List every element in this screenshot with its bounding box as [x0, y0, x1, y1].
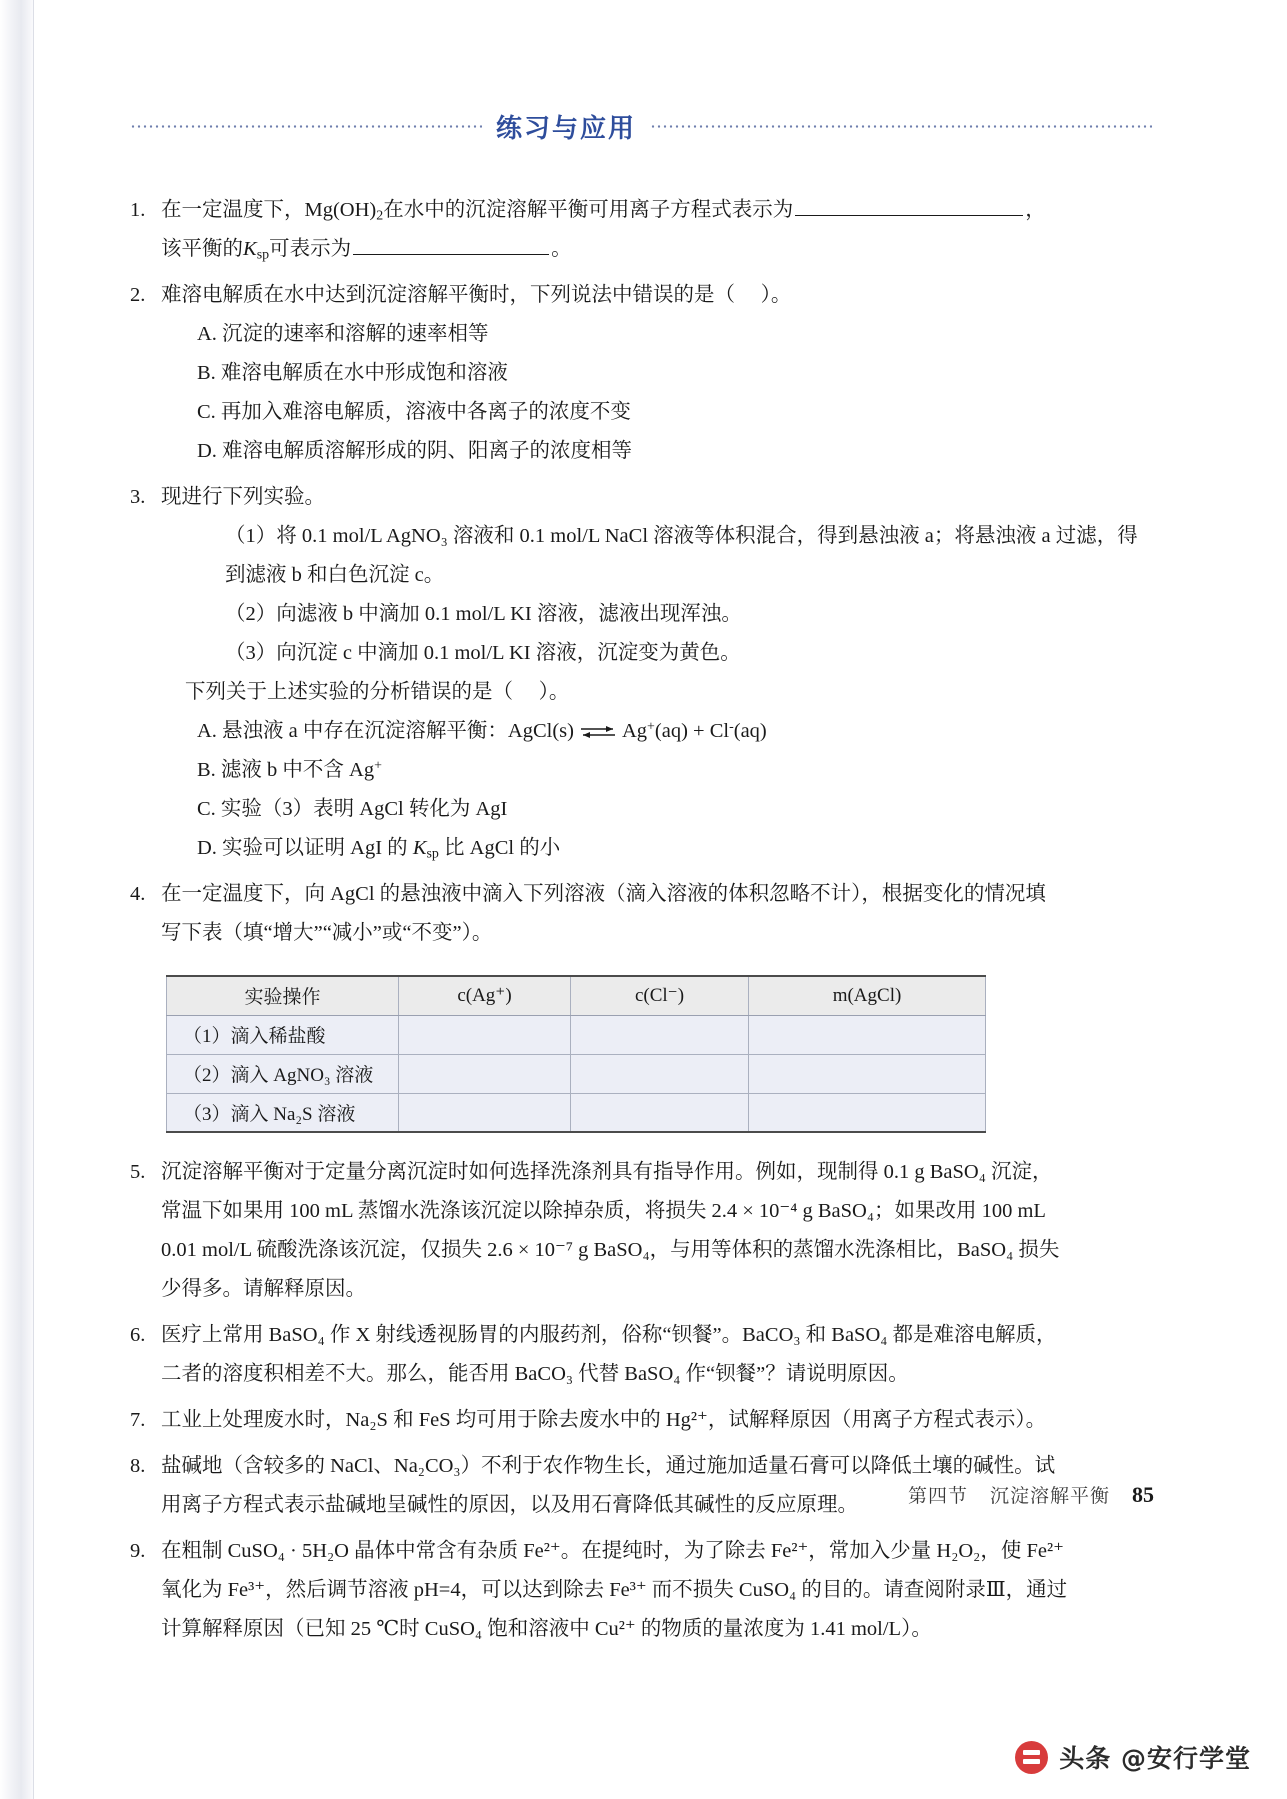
q1-line2-text-b: 可表示为	[269, 238, 352, 260]
q1-formula-base: Mg(OH)	[304, 199, 377, 221]
question-2	[130, 276, 1152, 471]
table-cell-r1c2[interactable]	[399, 1015, 571, 1054]
table-cell-r2c2[interactable]	[399, 1054, 571, 1093]
table-row	[167, 1093, 986, 1132]
q3-optD-symbol-k: K	[412, 837, 427, 859]
question-3-stem: 现进行下列实验。	[161, 486, 325, 508]
q3-optB-text: B. 滤液 b 中不含 Ag	[197, 759, 375, 781]
question-9-line-1: 在粗制 CuSO₄ · 5H₂O 晶体中常含有杂质 Fe²⁺。在提纯时，为了除去 Fe²⁺，常加入少量 H₂O₂，使 Fe²⁺	[161, 1540, 1064, 1562]
q1-text-b: 在水中的沉淀溶解平衡可用离子方程式表示为	[383, 199, 794, 221]
question-3-step-3: （3）向沉淀 c 中滴加 0.1 mol/L KI 溶液，沉淀变为黄色。	[225, 642, 741, 664]
question-1	[130, 191, 1152, 269]
table-row	[167, 1054, 986, 1093]
table-header-c-ag: c(Ag⁺)	[399, 976, 571, 1015]
question-7-number: 7.	[130, 1409, 146, 1431]
table-cell-r3c3[interactable]	[571, 1093, 749, 1132]
question-1-line-1	[161, 191, 1152, 230]
question-3-ask	[161, 673, 1152, 712]
question-6	[130, 1316, 1152, 1394]
question-3-option-a[interactable]	[161, 712, 1152, 751]
toutiao-logo-icon	[1015, 1741, 1048, 1774]
q3-optB-charge: +	[374, 758, 382, 774]
question-3	[130, 478, 1152, 868]
table-cell-r3c2[interactable]	[399, 1093, 571, 1132]
question-3-step-1-line-1: （1）将 0.1 mol/L AgNO₃ 溶液和 0.1 mol/L NaCl 溶液等体积混合，得到悬浊液 a；将悬浊液 a 过滤，得	[225, 525, 1138, 547]
table-row	[167, 1015, 986, 1054]
table-cell-operation-1: （1）滴入稀盐酸	[167, 1015, 399, 1054]
question-5-number: 5.	[130, 1161, 146, 1183]
q3-optA-text-pre: A. 悬浊液 a 中存在沉淀溶解平衡：AgCl(s)	[197, 720, 574, 742]
question-9-line-3: 计算解释原因（已知 25 ℃时 CuSO₄ 饱和溶液中 Cu²⁺ 的物质的量浓度为 1.41 mol/L）。	[161, 1618, 932, 1640]
q1-answer-blank-2[interactable]	[353, 232, 549, 255]
question-4-line-2: 写下表（填“增大”“减小”或“不变”）。	[161, 922, 493, 944]
q1-symbol-k-subscript: sp	[256, 247, 270, 263]
question-1-line-2	[161, 230, 1152, 269]
footer-section-label: 第四节	[907, 1486, 968, 1507]
equilibrium-arrow-icon	[579, 722, 617, 743]
question-4	[130, 875, 1152, 953]
page-footer	[0, 1481, 1287, 1508]
q1-formula-subscript: 2	[376, 208, 384, 224]
question-2-option-c[interactable]: C. 再加入难溶电解质，溶液中各离子的浓度不变	[197, 401, 631, 423]
question-6-line-2: 二者的溶度积相差不大。那么，能否用 BaCO₃ 代替 BaSO₄ 作“钡餐”？请说明原因。	[161, 1363, 909, 1385]
question-9-number: 9.	[130, 1540, 146, 1562]
question-4-number: 4.	[130, 883, 146, 905]
q2-answer-slot[interactable]	[735, 284, 761, 306]
question-5-body	[161, 1153, 1152, 1309]
q3-optA-ag: Ag	[621, 720, 648, 742]
q3-answer-slot[interactable]	[513, 681, 539, 703]
footer-page-number: 85	[1132, 1482, 1154, 1507]
question-5-line-3: 0.01 mol/L 硫酸洗涤该沉淀，仅损失 2.6 × 10⁻⁷ g BaSO₄，与用等体积的蒸馏水洗涤相比，BaSO₄ 损失	[161, 1239, 1060, 1261]
question-3-body	[161, 478, 1152, 868]
question-3-step-1-line-2: 到滤液 b 和白色沉淀 c。	[225, 564, 445, 586]
q3-optD-text-pre: D. 实验可以证明 AgI 的	[197, 837, 413, 859]
table-cell-r2c3[interactable]	[571, 1054, 749, 1093]
q2-stem-text-b: ）。	[760, 284, 792, 306]
question-1-body	[161, 191, 1152, 269]
question-7	[130, 1401, 1152, 1440]
question-4-body	[161, 875, 1152, 953]
dotted-rule-left	[130, 124, 482, 129]
q3-optA-cl: (aq) + Cl	[654, 720, 730, 742]
table-header-row	[167, 976, 986, 1015]
table-cell-operation-3: （3）滴入 Na₂S 溶液	[167, 1093, 399, 1132]
question-3-option-d[interactable]	[161, 829, 1152, 868]
question-8-line-1: 盐碱地（含较多的 NaCl、Na₂CO₃）不利于农作物生长，通过施加适量石膏可以降低土壤的碱性。试	[161, 1455, 1056, 1477]
question-6-number: 6.	[130, 1324, 146, 1346]
section-header	[130, 108, 1152, 145]
question-3-option-c[interactable]: C. 实验（3）表明 AgCl 转化为 AgI	[197, 798, 508, 820]
q3-optA-cl-charge: -	[729, 719, 734, 735]
page-content	[130, 108, 1152, 1656]
question-8-number: 8.	[130, 1455, 146, 1477]
question-6-body	[161, 1316, 1152, 1394]
question-9-line-2: 氧化为 Fe³⁺，然后调节溶液 pH=4，可以达到除去 Fe³⁺ 而不损失 CuSO₄ 的目的。请查阅附录Ⅲ，通过	[161, 1579, 1068, 1601]
q1-symbol-k: K	[243, 238, 257, 260]
q1-line2-text-a: 该平衡的	[161, 238, 243, 260]
table-header	[167, 976, 986, 1015]
question-3-number: 3.	[130, 486, 146, 508]
question-8-line-2: 用离子方程式表示盐碱地呈碱性的原因，以及用石膏降低其碱性的反应原理。	[161, 1494, 858, 1516]
question-2-option-b[interactable]: B. 难溶电解质在水中形成饱和溶液	[197, 362, 508, 384]
table-cell-r3c4[interactable]	[749, 1093, 986, 1132]
q2-stem-text-a: 难溶电解质在水中达到沉淀溶解平衡时，下列说法中错误的是（	[161, 284, 735, 306]
q3-optD-text-post: 比 AgCl 的小	[438, 837, 561, 859]
section-title: 练习与应用	[496, 114, 637, 144]
q3-optA-aq: (aq)	[733, 720, 767, 742]
question-4-table	[166, 975, 986, 1133]
page-left-edge-shadow	[0, 0, 34, 1799]
question-5	[130, 1153, 1152, 1309]
q1-formula-mgoh2	[304, 199, 384, 224]
table-cell-r2c4[interactable]	[749, 1054, 986, 1093]
q1-text-a: 在一定温度下，	[161, 199, 305, 221]
table-cell-r1c4[interactable]	[749, 1015, 986, 1054]
q3-optD-symbol-k-subscript: sp	[426, 846, 439, 862]
question-5-line-1: 沉淀溶解平衡对于定量分离沉淀时如何选择洗涤剂具有指导作用。例如，现制得 0.1 g BaSO₄ 沉淀，	[161, 1161, 1053, 1183]
question-4-table-wrapper	[166, 975, 986, 1133]
table-header-m-agcl: m(AgCl)	[749, 976, 986, 1015]
q1-text-end: ，	[1025, 199, 1046, 221]
question-2-body	[161, 276, 1152, 471]
question-6-line-1: 医疗上常用 BaSO₄ 作 X 射线透视肠胃的内服药剂，俗称“钡餐”。BaCO₃ 和 BaSO₄ 都是难溶电解质，	[161, 1324, 1057, 1346]
table-body	[167, 1015, 986, 1132]
dotted-rule-right	[650, 124, 1152, 129]
question-3-option-b[interactable]	[161, 751, 1152, 790]
q3-optA-ag-charge: +	[647, 719, 655, 735]
question-7-body	[161, 1401, 1152, 1440]
question-2-stem	[161, 276, 1152, 315]
q3-ask-text-a: 下列关于上述实验的分析错误的是（	[185, 681, 513, 703]
table-header-c-cl: c(Cl⁻)	[571, 976, 749, 1015]
question-3-step-2: （2）向滤液 b 中滴加 0.1 mol/L KI 溶液，滤液出现浑浊。	[225, 603, 742, 625]
watermark	[1015, 1739, 1251, 1775]
question-2-number: 2.	[130, 284, 146, 306]
question-4-line-1: 在一定温度下，向 AgCl 的悬浊液中滴入下列溶液（滴入溶液的体积忽略不计），根据变化的情况填	[161, 883, 1046, 905]
q1-answer-blank-1[interactable]	[795, 193, 1023, 216]
watermark-text: 头条 @安行学堂	[1059, 1744, 1251, 1773]
question-5-line-2: 常温下如果用 100 mL 蒸馏水洗涤该沉淀以除掉杂质，将损失 2.4 × 10⁻⁴ g BaSO₄；如果改用 100 mL	[161, 1200, 1046, 1222]
question-9	[130, 1532, 1152, 1649]
table-header-operation: 实验操作	[167, 976, 399, 1015]
question-1-number: 1.	[130, 199, 146, 221]
table-cell-r1c3[interactable]	[571, 1015, 749, 1054]
q1-line2-text-end: 。	[551, 238, 572, 260]
q3-ask-text-b: ）。	[538, 681, 570, 703]
footer-section-name: 沉淀溶解平衡	[989, 1486, 1110, 1507]
question-9-body	[161, 1532, 1152, 1649]
question-7-line-1: 工业上处理废水时，Na₂S 和 FeS 均可用于除去废水中的 Hg²⁺，试解释原因（用离子方程式表示）。	[161, 1409, 1047, 1431]
question-2-option-d[interactable]: D. 难溶电解质溶解形成的阴、阳离子的浓度相等	[197, 440, 633, 462]
table-cell-operation-2: （2）滴入 AgNO₃ 溶液	[167, 1054, 399, 1093]
question-2-option-a[interactable]: A. 沉淀的速率和溶解的速率相等	[197, 323, 489, 345]
page-left-edge-line	[33, 0, 34, 1799]
question-5-line-4: 少得多。请解释原因。	[161, 1278, 366, 1300]
